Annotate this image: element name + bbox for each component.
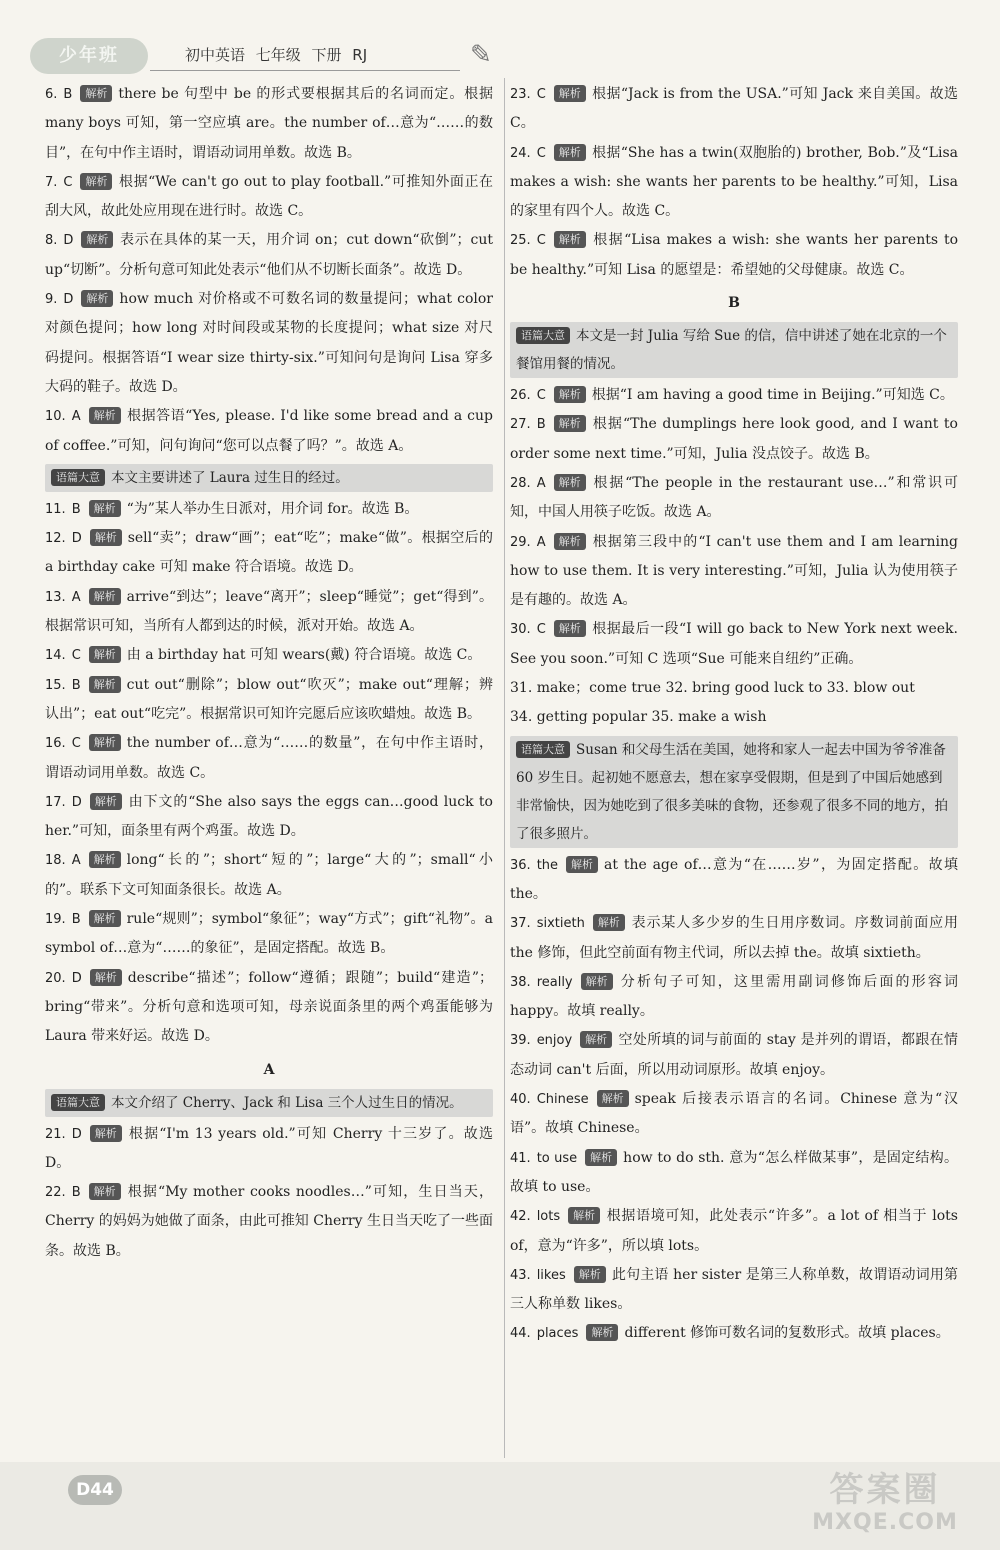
left-column — [45, 80, 493, 1266]
answer-key: A — [71, 409, 81, 425]
answer-key: D — [63, 292, 74, 308]
answer-line: 31. make；come true 32. bring good luck to 33. blow out — [510, 680, 915, 697]
explanation-text: 由下文的“She also says the eggs can…good luck to her.”可知，面条里有两个鸡蛋。故选 D。 — [45, 793, 493, 840]
analysis-tag: 解析 — [80, 85, 112, 102]
question-number: 29. — [510, 534, 531, 550]
explanation-text: 由 a birthday hat 可知 wears(戴) 符合语境。故选 C。 — [126, 647, 482, 664]
passage-summary — [510, 736, 958, 848]
question-number: 28. — [510, 475, 531, 491]
answer-key: C — [536, 233, 546, 249]
analysis-tag: 解析 — [580, 1031, 612, 1048]
question-number: 11. — [45, 501, 66, 517]
answer-entry — [510, 381, 958, 410]
explanation-text: how to do sth. 意为“怎么样做某事”，是固定结构。故填 to use。 — [510, 1149, 958, 1195]
analysis-tag: 解析 — [89, 1183, 121, 1200]
answer-entry — [510, 139, 958, 227]
answer-entry — [45, 226, 493, 285]
question-number: 10. — [45, 409, 66, 425]
section-heading: B — [728, 295, 740, 312]
explanation-text: 此句主语 her sister 是第三人称单数，故谓语动词用第三人称单数 likes。 — [510, 1266, 958, 1313]
analysis-tag: 解析 — [90, 1125, 122, 1142]
watermark-logo — [790, 1470, 980, 1540]
analysis-tag: 解析 — [585, 1149, 617, 1166]
analysis-tag: 解析 — [89, 734, 121, 751]
passage-summary — [45, 1089, 493, 1117]
analysis-tag: 解析 — [81, 231, 113, 248]
analysis-tag: 解析 — [554, 533, 586, 550]
answer-key: Chinese — [536, 1092, 589, 1108]
answer-entry — [510, 1202, 958, 1261]
answer-key: places — [536, 1326, 579, 1342]
analysis-tag: 解析 — [89, 500, 121, 517]
explanation-text: 根据最后一段“I will go back to New York next week. See you soon.”可知 C 选项“Sue 可能来自纽约”正确。 — [510, 621, 958, 667]
explanation-text: 根据“The dumplings here look good, and I want to order some next time.”可知，Julia 没点饺子。故选 B。 — [510, 416, 958, 462]
answer-entry — [45, 671, 493, 730]
answer-key: B — [63, 87, 73, 102]
answer-entry — [45, 964, 493, 1052]
answer-entry — [510, 909, 958, 968]
question-number: 12. — [45, 531, 66, 547]
question-number: 13. — [45, 589, 66, 605]
answer-key: B — [71, 1185, 81, 1201]
answer-key: A — [536, 534, 546, 550]
question-number: 14. — [45, 648, 66, 664]
explanation-text: 根据语境可知，此处表示“许多”。a lot of 相当于 lots of，意为“许多”，所以填 lots。 — [510, 1208, 958, 1254]
answer-key: D — [71, 794, 82, 810]
answer-entry — [45, 80, 493, 168]
analysis-tag: 解析 — [90, 529, 122, 546]
answer-key: D — [71, 970, 82, 986]
question-number: 39. — [510, 1033, 531, 1049]
explanation-text: different 修饰可数名词的复数形式。故填 places。 — [624, 1325, 950, 1342]
analysis-tag: 解析 — [554, 474, 586, 491]
answer-key: B — [71, 501, 81, 517]
answer-key: B — [71, 912, 81, 928]
answer-key: C — [536, 388, 546, 404]
answer-entry — [510, 968, 958, 1027]
question-number: 9. — [45, 292, 58, 308]
explanation-text: 表示某人多少岁的生日用序数词。序数词前面应用 the 修饰，但此空前面有物主代词，所以去掉 the。故填 sixtieth。 — [510, 915, 958, 961]
answer-entry — [510, 851, 958, 910]
explanation-text: 根据第三段中的“I can't use them and I am learning how to use them. It is very interesting.”可知，Julia 认为使用筷子是有趣的。故选 A。 — [510, 533, 958, 609]
question-number: 24. — [510, 145, 531, 161]
answer-entry — [45, 583, 493, 642]
answer-key: A — [71, 853, 81, 869]
answer-entry — [510, 1261, 958, 1320]
answer-key: B — [71, 677, 81, 693]
analysis-tag: 解析 — [554, 415, 586, 432]
explanation-text: 根据“Lisa makes a wish: she wants her parents to be healthy.”可知 Lisa 的愿望是：希望她的父母健康。故选 C。 — [510, 232, 958, 278]
question-number: 22. — [45, 1185, 66, 1201]
question-number: 26. — [510, 388, 531, 404]
answer-key: sixtieth — [536, 916, 585, 932]
answer-entry — [45, 641, 493, 670]
answer-key: C — [71, 736, 81, 752]
question-number: 20. — [45, 970, 66, 986]
explanation-text: at the age of…意为“在……岁”，为固定搭配。故填 the。 — [510, 856, 958, 902]
question-number: 25. — [510, 233, 531, 249]
analysis-tag: 解析 — [554, 620, 586, 637]
brand-logo: 少年班 — [30, 38, 148, 74]
answer-key: the — [536, 857, 559, 873]
explanation-text: 根据“The people in the restaurant use…”和常识可知，中国人用筷子吃饭。故选 A。 — [510, 474, 958, 521]
summary-text: 本文介绍了 Cherry、Jack 和 Lisa 三个人过生日的情况。 — [111, 1094, 463, 1111]
answer-entry — [45, 1120, 493, 1179]
answer-entry — [510, 615, 958, 674]
analysis-tag: 解析 — [80, 173, 112, 190]
answer-entry — [45, 1178, 493, 1266]
answer-key: A — [71, 589, 81, 605]
question-number: 43. — [510, 1267, 531, 1283]
page-header — [0, 0, 1000, 78]
answer-entry — [45, 846, 493, 905]
explanation-text: 表示在具体的某一天，用介词 on；cut down“砍倒”；cut up“切断”。分析句意可知此处表示“他们从不切断长面条”。故选 D。 — [45, 232, 493, 278]
question-number: 44. — [510, 1326, 531, 1342]
analysis-tag: 解析 — [554, 231, 586, 248]
explanation-text: how much 对价格或不可数名词的数量提问；what color 对颜色提问；how long 对时间段或某物的长度提问；what size 对尺码提问。根据答语“I wear size thirty-six.”可知问句是询问 Lisa 穿多大码的鞋子。故选 D。 — [45, 291, 493, 395]
summary-text: 本文是一封 Julia 写给 Sue 的信，信中讲述了她在北京的一个餐馆用餐的情况。 — [516, 328, 947, 373]
answer-entry — [510, 80, 958, 139]
summary-tag: 语篇大意 — [51, 1094, 105, 1111]
answer-entry — [510, 528, 958, 616]
answer-key: D — [63, 233, 74, 249]
passage-summary — [510, 322, 958, 378]
answer-key: C — [71, 648, 81, 664]
analysis-tag: 解析 — [593, 914, 625, 931]
analysis-tag: 解析 — [89, 646, 121, 663]
question-number: 19. — [45, 912, 66, 928]
answer-entry — [45, 285, 493, 402]
explanation-text: there be 句型中 be 的形式要根据其后的名词而定。根据 many boys 可知，第一空应填 are。the number of…意为“……的数目”，在句中作主语时，谓语动词用单数。故选 B。 — [45, 86, 493, 161]
question-number: 7. — [45, 174, 58, 190]
answer-key: really — [536, 974, 573, 990]
summary-text: Susan 和父母生活在美国，她将和家人一起去中国为爷爷准备 60 岁生日。起初她不愿意去，想在家享受假期，但是到了中国后她感到非常愉快，因为她吃到了很多美味的食物，还参观了很多不同的地方，拍了很多照片。 — [516, 741, 948, 842]
question-number: 21. — [45, 1126, 66, 1142]
analysis-tag: 解析 — [574, 1266, 606, 1283]
explanation-text: the number of…意为“……的数量”，在句中作主语时，谓语动词用单数。故选 C。 — [45, 735, 493, 781]
answer-key: to use — [536, 1150, 578, 1166]
analysis-tag: 解析 — [90, 969, 122, 986]
answer-line: 34. getting popular 35. make a wish — [510, 709, 767, 726]
analysis-tag: 解析 — [554, 386, 586, 403]
analysis-tag: 解析 — [90, 793, 122, 810]
analysis-tag: 解析 — [81, 290, 113, 307]
analysis-tag: 解析 — [89, 588, 121, 605]
answer-entry — [510, 1319, 958, 1348]
analysis-tag: 解析 — [597, 1090, 629, 1107]
answer-entry — [510, 469, 958, 528]
question-number: 18. — [45, 853, 66, 869]
explanation-text: arrive“到达”；leave“离开”；sleep“睡觉”；get“得到”。根据常识可知，当所有人都到达的时候，派对开始。故选 A。 — [45, 588, 493, 635]
subject-line: 初中英语 七年级 下册 RJ — [185, 46, 368, 64]
answer-key: C — [536, 87, 546, 102]
explanation-text: 根据“I am having a good time in Beijing.”可知选 C。 — [591, 387, 954, 404]
question-number: 27. — [510, 417, 531, 433]
summary-text: 本文主要讲述了 Laura 过生日的经过。 — [111, 469, 349, 486]
explanation-text: 根据“I'm 13 years old.”可知 Cherry 十三岁了。故选 D。 — [45, 1125, 493, 1171]
question-number: 17. — [45, 794, 66, 810]
answer-key: A — [536, 475, 546, 491]
analysis-tag: 解析 — [89, 851, 121, 868]
answer-key: likes — [536, 1267, 566, 1283]
explanation-text: long“长的”；short“短的”；large“大的”；small“小的”。联系下文可知面条很长。故选 A。 — [45, 852, 493, 898]
analysis-tag: 解析 — [89, 910, 121, 927]
answer-entry — [45, 402, 493, 461]
question-number: 38. — [510, 974, 531, 990]
analysis-tag: 解析 — [554, 85, 586, 102]
answer-key: C — [63, 174, 73, 190]
decorative-figure-icon: ✎ — [470, 40, 492, 70]
question-number: 36. — [510, 857, 531, 873]
passage-summary — [45, 464, 493, 492]
question-number: 8. — [45, 233, 58, 249]
analysis-tag: 解析 — [581, 973, 613, 990]
answer-entry — [45, 524, 493, 583]
explanation-text: 根据“My mother cooks noodles…”可知，生日当天，Cherry 的妈妈为她做了面条，由此可推知 Cherry 生日当天吃了一些面条。故选 B。 — [45, 1184, 493, 1259]
section-heading: A — [263, 1061, 275, 1078]
answer-key: C — [536, 622, 546, 638]
explanation-text: 根据答语“Yes, please. I'd like some bread and a cup of coffee.”可知，问句询问“您可以点餐了吗？”。故选 A。 — [45, 408, 493, 454]
explanation-text: speak 后接表示语言的名词。Chinese 意为“汉语”。故填 Chinese。 — [510, 1091, 958, 1137]
answer-key: B — [536, 417, 546, 433]
header-rule — [150, 70, 460, 71]
question-number: 37. — [510, 916, 531, 932]
column-divider — [504, 78, 505, 1458]
answer-key: lots — [536, 1209, 561, 1225]
answer-entry — [510, 1144, 958, 1203]
question-number: 42. — [510, 1209, 531, 1225]
watermark-top: 答案圈 — [829, 1470, 941, 1510]
analysis-tag: 解析 — [586, 1324, 618, 1341]
answer-key: D — [71, 531, 82, 547]
explanation-text: sell“卖”；draw“画”；eat“吃”；make“做”。根据空后的 a birthday cake 可知 make 符合语境。故选 D。 — [45, 530, 493, 576]
summary-tag: 语篇大意 — [516, 327, 570, 344]
explanation-text: 分析句子可知，这里需用副词修饰后面的形容词 happy。故填 really。 — [510, 973, 958, 1020]
question-number: 41. — [510, 1150, 531, 1166]
answer-entry — [510, 226, 958, 285]
question-number: 15. — [45, 677, 66, 693]
page-number: D44 — [68, 1475, 122, 1505]
answer-entry — [45, 495, 493, 524]
analysis-tag: 解析 — [89, 676, 121, 693]
answer-entry — [45, 729, 493, 788]
question-number: 16. — [45, 736, 66, 752]
question-number: 23. — [510, 87, 531, 102]
answer-entry — [45, 905, 493, 964]
explanation-text: “为”某人举办生日派对，用介词 for。故选 B。 — [126, 500, 419, 517]
explanation-text: 根据“She has a twin(双胞胎的) brother, Bob.”及“Lisa makes a wish: she wants her parents to be healthy.”可知，Lisa 的家里有四个人。故选 C。 — [510, 144, 958, 220]
answer-entry — [510, 1026, 958, 1085]
analysis-tag: 解析 — [568, 1207, 600, 1224]
summary-tag: 语篇大意 — [516, 741, 570, 758]
explanation-text: rule“规则”；symbol“象征”；way“方式”；gift“礼物”。a symbol of…意为“……的象征”，是固定搭配。故选 B。 — [45, 911, 493, 957]
watermark-bottom: MXQE.COM — [812, 1510, 958, 1535]
explanation-text: describe“描述”；follow“遵循；跟随”；build“建造”；bring“带来”。分析句意和选项可知，母亲说面条里的两个鸡蛋能够为 Laura 带来好运。故选 D。 — [45, 969, 493, 1045]
analysis-tag: 解析 — [566, 856, 598, 873]
answer-entry — [510, 1085, 958, 1144]
analysis-tag: 解析 — [89, 407, 121, 424]
answer-key: enjoy — [536, 1033, 573, 1049]
question-number: 40. — [510, 1092, 531, 1108]
analysis-tag: 解析 — [554, 144, 586, 161]
explanation-text: 根据“Jack is from the USA.”可知 Jack 来自美国。故选 C。 — [510, 86, 958, 132]
right-column — [510, 80, 958, 1349]
explanation-text: 空处所填的词与前面的 stay 是并列的谓语，都跟在情态动词 can't 后面，所以用动词原形。故填 enjoy。 — [510, 1032, 958, 1078]
question-number: 30. — [510, 622, 531, 638]
summary-tag: 语篇大意 — [51, 469, 105, 486]
answer-key: D — [71, 1126, 82, 1142]
answer-entry — [45, 168, 493, 227]
question-number: 6. — [45, 87, 58, 102]
answer-key: C — [536, 145, 546, 161]
explanation-text: cut out“删除”；blow out“吹灭”；make out“理解；辨认出”；eat out“吃完”。根据常识可知许完愿后应该吹蜡烛。故选 B。 — [45, 676, 493, 722]
answer-entry — [45, 788, 493, 847]
answer-entry — [510, 410, 958, 469]
explanation-text: 根据“We can't go out to play football.”可推知外面正在刮大风，故此处应用现在进行时。故选 C。 — [45, 173, 493, 220]
